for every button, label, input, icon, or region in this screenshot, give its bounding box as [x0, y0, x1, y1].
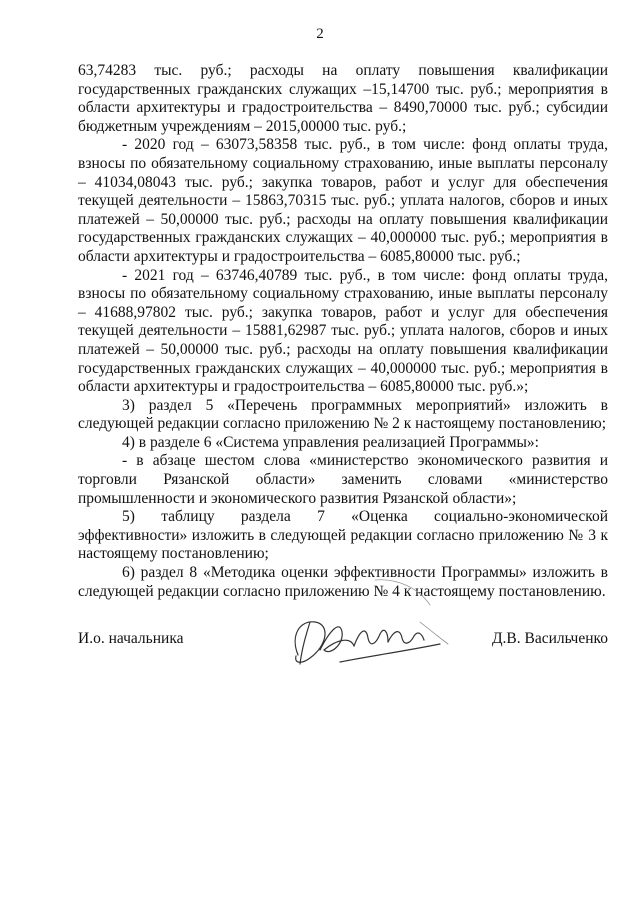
- paragraph-item-4-sub: - в абзаце шестом слова «министерство экономического развития и торговли Рязанской области» заменить словами «министерство промышленности и экономического развития Рязанской области»;: [78, 452, 608, 507]
- paragraph-2020: - 2020 год – 63073,58358 тыс. руб., в том числе: фонд оплаты труда, взносы по обязательному социальному страхованию, иные выплаты персоналу – 41034,08043 тыс. руб.; закупка товаров, работ и услуг для обеспечения текущей деятельности – 15863,70315 тыс. руб.; уплата налогов, сборов и иных платежей – 50,00000 тыс. руб.; расходы на оплату повышения квалификации государственных гражданских служащих – 40,000000 тыс. руб.; мероприятия в области архитектуры и градостроительства – 6085,80000 тыс. руб.;: [78, 136, 608, 265]
- signer-position: И.о. начальника: [78, 630, 184, 647]
- paragraph-continuation-2019: 63,74283 тыс. руб.; расходы на оплату повышения квалификации государственных гражданских служащих –15,14700 тыс. руб.; мероприятия в области архитектуры и градостроительства – 8490,70000 тыс. руб.; субсидии бюджетным учреждениям – 2015,00000 тыс. руб.;: [78, 62, 608, 135]
- paragraph-item-5: 5) таблицу раздела 7 «Оценка социально-экономической эффективности» изложить в следующей редакции согласно приложению № 3 к настоящему постановлению;: [78, 508, 608, 563]
- paragraph-item-6: 6) раздел 8 «Методика оценки эффективности Программы» изложить в следующей редакции согласно приложению № 4 к настоящему постановлению.: [78, 564, 608, 600]
- document-body: [78, 62, 608, 601]
- page-number: 2: [316, 26, 324, 42]
- paragraph-item-4: 4) в разделе 6 «Система управления реализацией Программы»:: [122, 433, 539, 451]
- signer-name: Д.В. Васильченко: [491, 630, 608, 647]
- signature-block: [78, 622, 608, 682]
- paragraph-item-3: 3) раздел 5 «Перечень программных мероприятий» изложить в следующей редакции согласно приложению № 2 к настоящему постановлению;: [78, 396, 608, 433]
- paragraph-2021: - 2021 год – 63746,40789 тыс. руб., в том числе: фонд оплаты труда, взносы по обязательному социальному страхованию, иные выплаты персоналу – 41688,97802 тыс. руб.; закупка товаров, работ и услуг для обеспечения текущей деятельности – 15881,62987 тыс. руб.; уплата налогов, сборов и иных платежей – 50,00000 тыс. руб.; расходы на оплату повышения квалификации государственных гражданских служащих – 40,000000 тыс. руб.; мероприятия в области архитектуры и градостроительства – 6085,80000 тыс. руб.»;: [78, 266, 608, 396]
